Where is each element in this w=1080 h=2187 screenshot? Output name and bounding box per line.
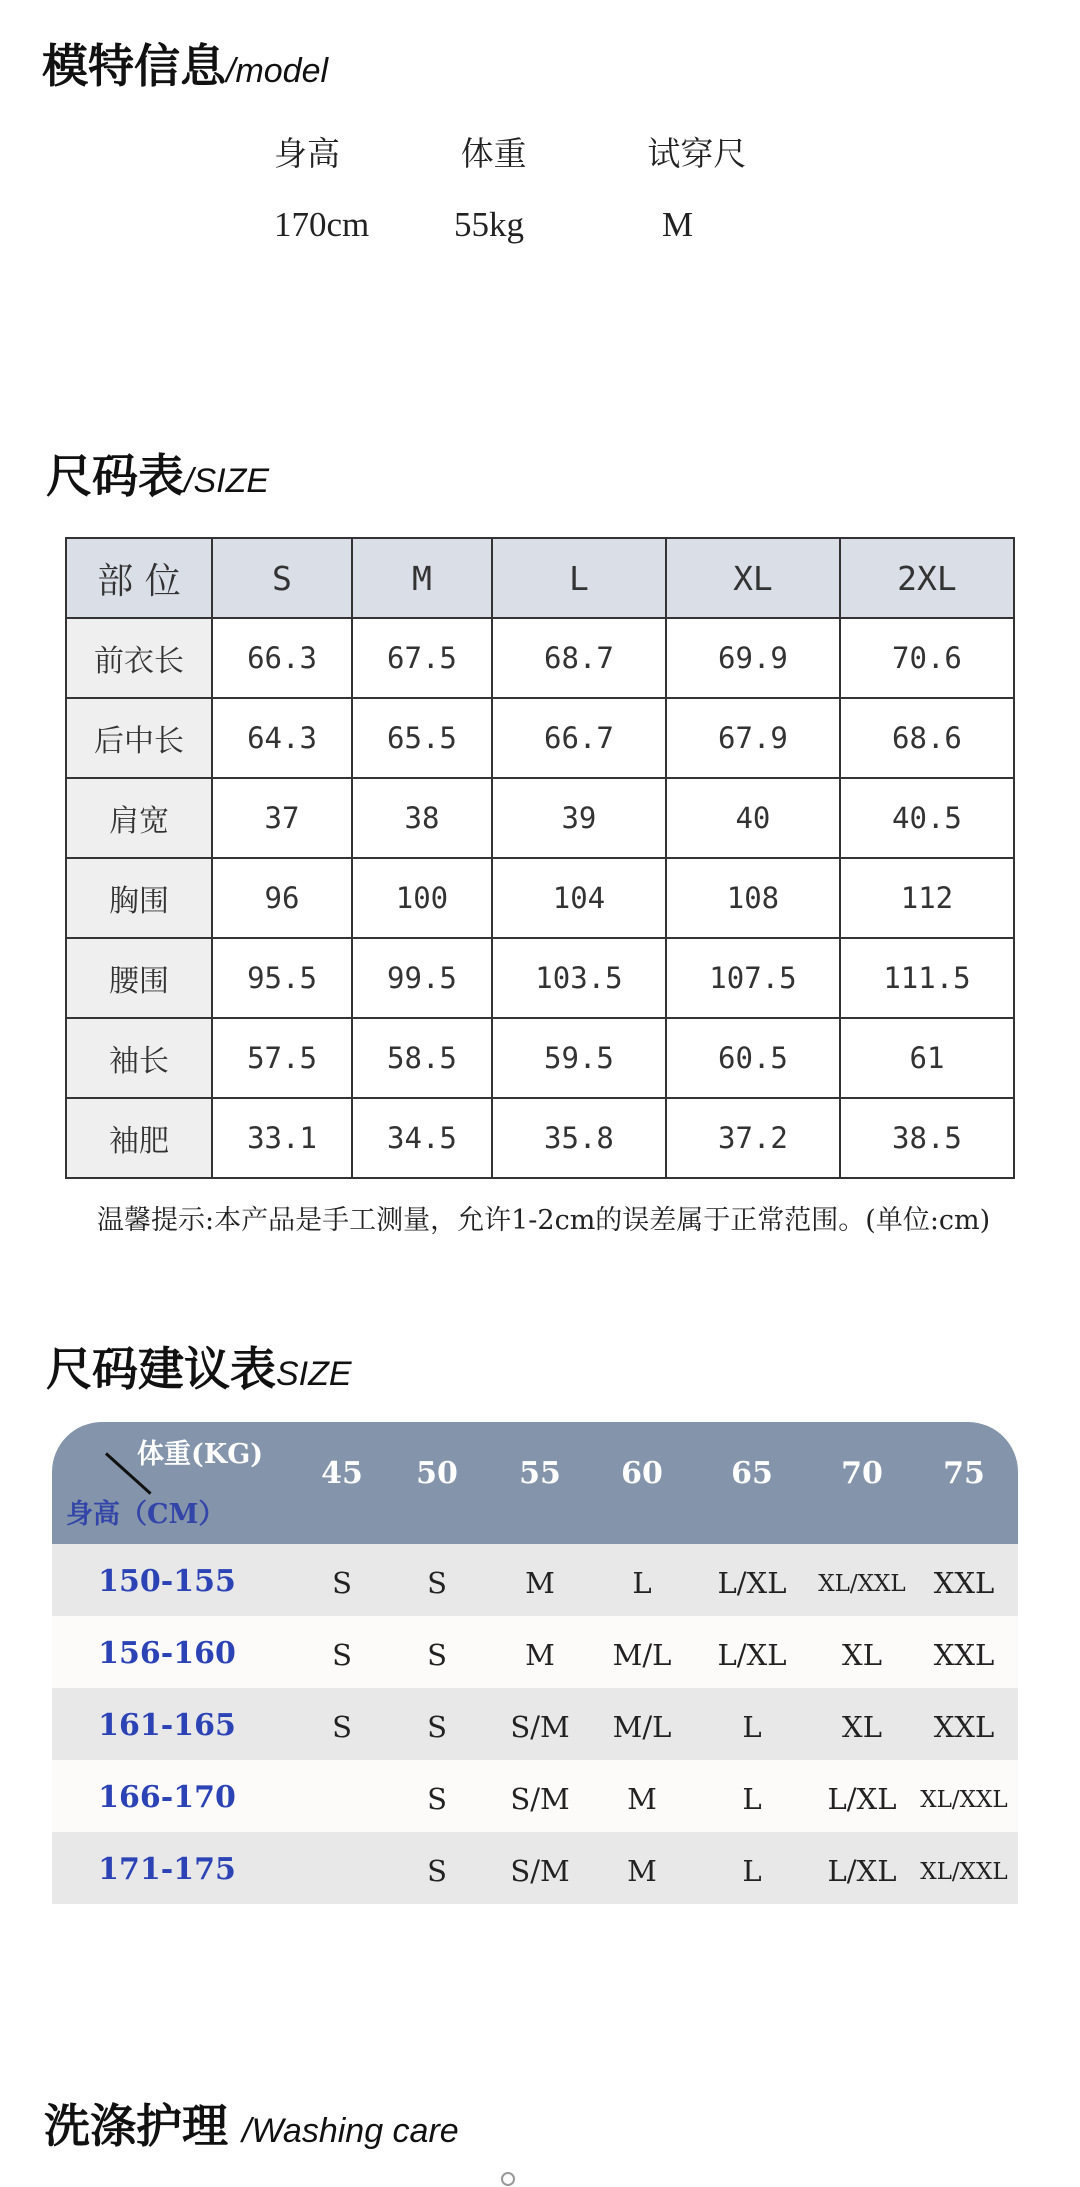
size-value-cell: 37 bbox=[212, 778, 352, 858]
size-corner-cell: 部 位 bbox=[66, 538, 212, 618]
recommend-table bbox=[52, 1422, 1018, 1904]
size-value-cell: 37.2 bbox=[666, 1098, 840, 1178]
weight-column-header: 75 bbox=[943, 1456, 985, 1491]
model-header-height: 身高 bbox=[274, 134, 340, 173]
recommend-title-cn: 尺码建议表 bbox=[46, 1342, 276, 1396]
size-value-cell: 61 bbox=[840, 1018, 1014, 1098]
size-value-cell: 64.3 bbox=[212, 698, 352, 778]
size-value-cell: 70.6 bbox=[840, 618, 1014, 698]
model-info bbox=[274, 128, 834, 245]
recommend-row bbox=[52, 1544, 1018, 1616]
recommended-size-cell: XL bbox=[842, 1710, 882, 1744]
recommended-size-cell: S/M bbox=[510, 1854, 570, 1888]
size-value-cell: 66.7 bbox=[492, 698, 666, 778]
size-row bbox=[66, 618, 1014, 698]
size-value-cell: 35.8 bbox=[492, 1098, 666, 1178]
size-value-cell: 65.5 bbox=[352, 698, 492, 778]
size-value-cell: 66.3 bbox=[212, 618, 352, 698]
size-header-cell: S bbox=[212, 538, 352, 618]
size-value-cell: 40.5 bbox=[840, 778, 1014, 858]
height-range-label: 150-155 bbox=[98, 1564, 236, 1599]
washing-title-en: /Washing care bbox=[242, 2112, 459, 2150]
model-value-height: 170cm bbox=[274, 205, 370, 244]
recommend-section-title bbox=[46, 1333, 352, 1399]
recommended-size-cell: XL/XXL bbox=[818, 1571, 906, 1597]
size-row bbox=[66, 1018, 1014, 1098]
recommended-size-cell: S bbox=[332, 1710, 352, 1744]
size-row bbox=[66, 938, 1014, 1018]
size-row-label: 袖长 bbox=[66, 1018, 212, 1098]
recommended-size-cell: L/XL bbox=[827, 1854, 897, 1888]
recommended-size-cell: XL/XXL bbox=[920, 1787, 1008, 1813]
size-value-cell: 100 bbox=[352, 858, 492, 938]
recommended-size-cell: XXL bbox=[933, 1566, 995, 1600]
recommended-size-cell: L bbox=[742, 1854, 762, 1888]
size-value-cell: 103.5 bbox=[492, 938, 666, 1018]
size-value-cell: 69.9 bbox=[666, 618, 840, 698]
recommend-row bbox=[52, 1688, 1018, 1760]
recommended-size-cell: S bbox=[332, 1638, 352, 1672]
size-section-title bbox=[46, 440, 269, 506]
washing-title-cn: 洗涤护理 bbox=[44, 2099, 228, 2153]
size-value-cell: 99.5 bbox=[352, 938, 492, 1018]
size-row bbox=[66, 778, 1014, 858]
model-value-size: M bbox=[662, 205, 694, 244]
size-value-cell: 38.5 bbox=[840, 1098, 1014, 1178]
recommended-size-cell: M/L bbox=[612, 1638, 672, 1672]
size-value-cell: 67.5 bbox=[352, 618, 492, 698]
size-value-cell: 68.7 bbox=[492, 618, 666, 698]
size-value-cell: 112 bbox=[840, 858, 1014, 938]
size-header-cell: XL bbox=[666, 538, 840, 618]
size-value-cell: 108 bbox=[666, 858, 840, 938]
weight-axis-label: 体重(KG) bbox=[137, 1439, 264, 1470]
size-header-cell: 2XL bbox=[840, 538, 1014, 618]
recommended-size-cell: S bbox=[427, 1710, 447, 1744]
weight-column-header: 60 bbox=[621, 1456, 663, 1491]
height-range-label: 171-175 bbox=[98, 1852, 236, 1887]
model-title-en: /model bbox=[226, 52, 329, 90]
size-title-en: /SIZE bbox=[184, 462, 270, 500]
size-header-cell: L bbox=[492, 538, 666, 618]
recommended-size-cell: L bbox=[632, 1566, 652, 1600]
recommended-size-cell: M bbox=[525, 1638, 555, 1672]
size-table bbox=[65, 537, 1015, 1179]
height-range-label: 156-160 bbox=[98, 1636, 236, 1671]
recommended-size-cell: S bbox=[427, 1854, 447, 1888]
recommended-size-cell: L bbox=[742, 1710, 762, 1744]
size-row bbox=[66, 1098, 1014, 1178]
size-row-label: 后中长 bbox=[66, 698, 212, 778]
recommend-row bbox=[52, 1832, 1018, 1904]
recommended-size-cell: S bbox=[427, 1638, 447, 1672]
size-row-label: 袖肥 bbox=[66, 1098, 212, 1178]
recommended-size-cell: S/M bbox=[510, 1782, 570, 1816]
size-row bbox=[66, 698, 1014, 778]
size-value-cell: 96 bbox=[212, 858, 352, 938]
size-value-cell: 39 bbox=[492, 778, 666, 858]
measurement-note: 温馨提示:本产品是手工测量，允许1-2cm的误差属于正常范围。(单位:cm) bbox=[97, 1205, 991, 1236]
recommend-title-en: SIZE bbox=[276, 1355, 352, 1393]
size-row-label: 前衣长 bbox=[66, 618, 212, 698]
height-axis-label: 身高（CM） bbox=[66, 1499, 226, 1530]
size-value-cell: 59.5 bbox=[492, 1018, 666, 1098]
recommended-size-cell: XL/XXL bbox=[920, 1859, 1008, 1885]
recommend-row bbox=[52, 1760, 1018, 1832]
recommended-size-cell: S bbox=[427, 1782, 447, 1816]
weight-column-header: 65 bbox=[731, 1456, 773, 1491]
weight-column-header: 70 bbox=[841, 1456, 883, 1491]
recommended-size-cell: S bbox=[427, 1566, 447, 1600]
size-value-cell: 40 bbox=[666, 778, 840, 858]
size-value-cell: 104 bbox=[492, 858, 666, 938]
recommended-size-cell: L/XL bbox=[827, 1782, 897, 1816]
recommended-size-cell: M/L bbox=[612, 1710, 672, 1744]
size-value-cell: 68.6 bbox=[840, 698, 1014, 778]
model-header-weight: 体重 bbox=[460, 134, 527, 173]
weight-column-header: 45 bbox=[321, 1456, 363, 1491]
page-indicator-icon bbox=[501, 2172, 515, 2186]
size-header-row bbox=[66, 538, 1014, 618]
size-row bbox=[66, 858, 1014, 938]
recommended-size-cell: L/XL bbox=[717, 1638, 787, 1672]
size-value-cell: 95.5 bbox=[212, 938, 352, 1018]
recommended-size-cell: L bbox=[742, 1782, 762, 1816]
size-value-cell: 111.5 bbox=[840, 938, 1014, 1018]
size-value-cell: 33.1 bbox=[212, 1098, 352, 1178]
recommend-header bbox=[52, 1422, 1018, 1544]
weight-column-header: 55 bbox=[519, 1456, 561, 1491]
size-value-cell: 107.5 bbox=[666, 938, 840, 1018]
height-range-label: 161-165 bbox=[98, 1708, 236, 1743]
size-value-cell: 34.5 bbox=[352, 1098, 492, 1178]
size-value-cell: 38 bbox=[352, 778, 492, 858]
model-headers bbox=[274, 128, 834, 175]
size-row-label: 腰围 bbox=[66, 938, 212, 1018]
recommended-size-cell: S bbox=[332, 1566, 352, 1600]
size-title-cn: 尺码表 bbox=[46, 449, 184, 503]
size-header-cell: M bbox=[352, 538, 492, 618]
size-value-cell: 58.5 bbox=[352, 1018, 492, 1098]
recommended-size-cell: M bbox=[525, 1566, 555, 1600]
size-value-cell: 60.5 bbox=[666, 1018, 840, 1098]
model-title-cn: 模特信息 bbox=[42, 39, 226, 93]
recommended-size-cell: S/M bbox=[510, 1710, 570, 1744]
recommended-size-cell: XXL bbox=[933, 1710, 995, 1744]
recommended-size-cell: XL bbox=[842, 1638, 882, 1672]
recommended-size-cell: L/XL bbox=[717, 1566, 787, 1600]
washing-section-title bbox=[44, 2090, 459, 2156]
recommended-size-cell: M bbox=[627, 1782, 657, 1816]
model-section-title bbox=[42, 30, 328, 96]
size-value-cell: 57.5 bbox=[212, 1018, 352, 1098]
size-row-label: 胸围 bbox=[66, 858, 212, 938]
model-value-weight: 55kg bbox=[454, 205, 524, 244]
size-row-label: 肩宽 bbox=[66, 778, 212, 858]
recommend-row bbox=[52, 1616, 1018, 1688]
weight-column-header: 50 bbox=[416, 1456, 458, 1491]
model-values bbox=[274, 205, 834, 245]
height-range-label: 166-170 bbox=[98, 1780, 236, 1815]
model-header-size: 试穿尺 bbox=[647, 134, 747, 173]
size-value-cell: 67.9 bbox=[666, 698, 840, 778]
recommended-size-cell: M bbox=[627, 1854, 657, 1888]
recommended-size-cell: XXL bbox=[933, 1638, 995, 1672]
